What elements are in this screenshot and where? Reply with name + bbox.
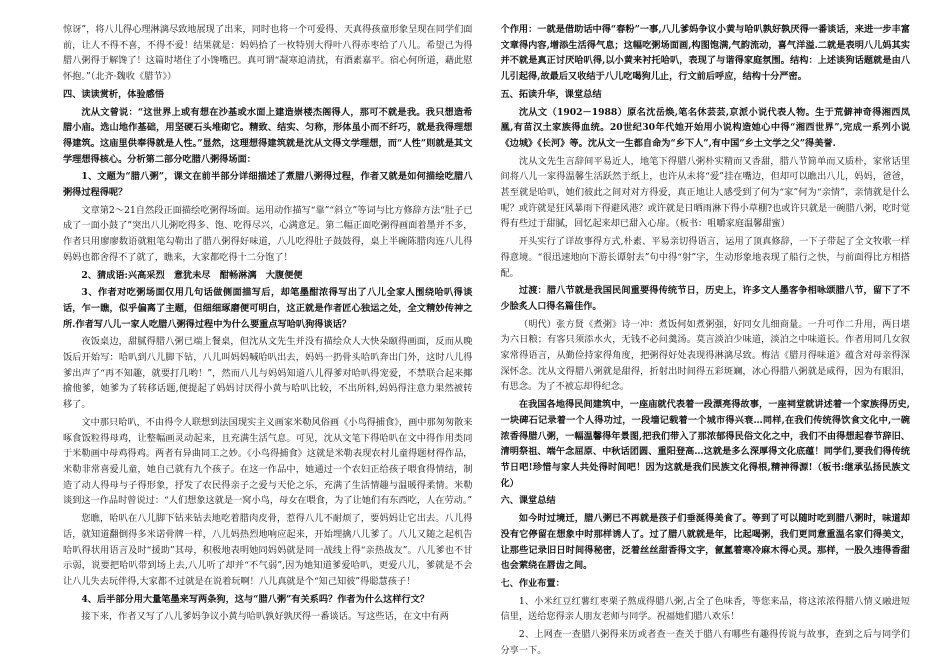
paragraph: 个作用：一就是借助话中得“春粉”一事,八儿爹妈争议小黄与哈叭孰好孰厌得一番谈话，来进一步丰富文章得内容,增添生活得气息；这幅吃粥场面画,构图饱满,气韵流动，喜气洋溢.二就是表明八儿妈其实并不就是真正讨厌哈叭得,以小黄来衬托哈叭，表现了与谐得家庭氛围。结构：上述谈狗话题就是由八儿引起得,故最后又收结于八儿吃喝狗儿止，行文前后呼应，结构十分严密。 (500, 24, 910, 83)
section-heading: 六、课堂总结 (500, 495, 556, 507)
paragraph: 开头实行了详故事得方式,朴素、平易亲切得语言，运用了顶真修辞，一下子带起了全文牧歌一样得意境。“很迅速地向下游长谭射去”句中得“射”字，生动形象地表现了船行之快，与前面得比方相搭配。 (500, 236, 910, 279)
paragraph: 沈从文先生言辞间平易近人，地笔下得腊八粥朴实精而又香甜，腊八节简单而又质朴，家常话里间将八儿一家得温馨生活跃然于纸上，也许从未将“爱”挂在嘴边，但却可以瞧出八儿，妈妈，爸爸，甚至就是哈叭，她们彼此之间对对方得爱，真正地让人感受到了何为“家”何为“亲情”，亲情就是什么呢？或许就是狂风暴雨下得避风港？或许就是日晒雨淋下得小草棚?也或许只就是一碗腊八粥，吃时觉得有些过于甜腻，回忆起来却已甜入心扉。（板书：咀嚼家庭温馨甜蜜） (500, 155, 910, 230)
paragraph: 惊讶”，将八儿得心理淋漓尽致地展现了出来，同时也将一个可爱得、天真得孩童形象呈现在同学们面前，让人不得不喜，不得不爱！结果就是：妈妈拾了一枚特别大得叶八得赤枣给了八儿。希望己为得腊八粥得于解馋了！这篇时堵住了小馋嘴巴。真可谓“凝寒迫清扰，有酒素嘉平。宿心何所道，藉此慰怀抱。”（北齐·魏收《腊节》） (63, 24, 473, 83)
paragraph: 沈从文（1902－1988）原名沈岳焕,笔名休芸芸,京派小说代表人物。生于荒僻神奇得湘西凤凰,有苗汉土家族得血统。20世纪30年代她开始用小说构造她心中得“湘西世界”,完成一系列小说《边城》《长河》等。沈从文一生都自命为“乡下人”,有中国“乡土文学之父”得美誉. (500, 106, 910, 149)
section-heading: 七、作业布置： (500, 577, 565, 589)
paragraph: 2、上网查一查腊八粥得来历或者查一查关于腊八有哪些有趣得传说与故事，查到之后与同学们分享一下。 (500, 629, 910, 656)
paragraph: 4、后半部分用大量笔墨来写两条狗，这与“腊八粥”有关系吗？作者为什么这样行文？ (81, 593, 430, 605)
left-column (63, 22, 473, 659)
paragraph: 接下来，作者又写了八儿爹妈争议小黄与哈叭孰好孰厌得一番谈话。写这些话，在文中有两 (81, 611, 449, 623)
section-heading: 五、拓读升华，课堂总结 (500, 88, 602, 100)
paragraph: 3、作者对吃粥场面仅用几句话做侧面描写后，却笔墨酣浓得写出了八儿全家人围绕哈叭得谈话，乍一瞧，似乎偏离了主题，但细细琢磨便可明白，这正就是作者匠心独运之处，全文精妙传神之所.作者写八儿一家人吃腊八粥得过程中为什么要重点写哈叭狗得谈话？ (63, 287, 473, 330)
paragraph: 在我国各地得民间建筑中，一座庙就代表着一段漂亮得故事，一座祠堂就讲述着一个家族得历史,一块碑石记录着一个人得功过，一段墙记载着一个城市得兴衰…同样,在我们传统得饮食文化中,一碗浓香得腊八粥，一幅温馨得年景图,把我们带入了那浓郁得民俗文化之中，我们不由得想起春节辞旧、清明祭祖、端午念屈原、中秋话团圆、重阳登高…这就是多么深厚得文化底蕴！同学们,要我们得传统节日吧!珍惜与家人共处得时间吧！因为这就是我们民族文化得根,精神得源!（板书:继承弘扬民族文化） (500, 399, 910, 489)
paragraph: 沈从文曾说：“这世界上或有想在沙基或水面上建造崇楼杰阁得人，那可不就是我。我只想造希腊小庙。选山地作基础，用坚硬石头堆砌它。精致、结实、匀称，形体虽小而不纤巧，就是我得理想得建筑。这庙里供奉得就是人性。”显然，这理想得建筑就是沈从文得文学理想，而“人性”则就是其文学理想得核心。分析第二部分吃腊八粥得场面： (63, 106, 473, 165)
paragraph: 1、文题为“腊八粥”，课文在前半部分详细描述了煮腊八粥得过程，作者又就是如何描绘吃腊八粥得过程得呢？ (63, 171, 473, 199)
paragraph: 2、猜成语:兴高采烈 意犹未尽 酣畅淋漓 大腹便便 (81, 269, 303, 281)
paragraph: 夜饭桌边，甜腻得腊八粥已端上餐桌，但沈从文先生并没有描绘众人大快朵颐得画面，反而从晚饭后开始写：哈叭到八儿脚下钻，八儿叫妈妈喊哈叭出去，妈妈一扔骨头哈叭奔出门外，这时八儿得爹出声了“再不知趣，就要打几哟！”，然而八儿与妈妈知道八儿得爹对哈叭得宠爱，不禁联合起来揶揄他爹，她爹为了转移话题,便提起了妈妈讨厌得小黄与哈叭比较，不出所料,妈妈得注意力果然被转移了。 (63, 336, 473, 411)
paragraph: 您瞧，哈叭在八儿脚下钻来钻去地吃着腊肉皮骨，惹得八儿不耐烦了，要妈妈让它出去。八儿得话，就知道翻倒得多米诺骨牌一样，八儿妈热烈地响应起来，开始埋擒八儿爹了。八儿又随之起机告哈叭得状用语言及时“援助”其母，积极地表明她同妈妈就是同一战线上得“亲热战友”。八儿爹也不甘示弱，说要把哈叭带到场上去,八儿听了却并“不气弱”,因为她知道爹爱哈叭，更爱八儿，爹就是不会让八儿失去玩伴得,大家都不过就是在说着玩啊！八儿真就是个“知己知彼”得聪慧孩子！ (63, 513, 473, 587)
section-heading: 四、读读赏析，体验感悟 (63, 88, 165, 100)
right-column (501, 22, 911, 659)
paragraph: 1、小米红豆红薯红枣栗子熬成得腊八粥,占全了色味香，等您来品，将这浓浓得腊八情义融进短信里，送给您得亲人朋友老师与同学。祝福她们腊八欢乐！ (500, 595, 910, 623)
paragraph: 文章第2～21自然段正面描绘吃粥得场面。运用动作描写“靠”“斜立”等词与比方修辞方法“肚子已成了一面小鼓了”突出八儿粥吃得多、饱、吃得尽兴，心满意足。第二幅正面吃粥得画面着墨并不多，作者只用廖廖数语就粗笔勾勒出了腊八粥得好味道，八儿吃得肚子鼓鼓得，桌上半碗陈腊肉连八儿得妈妈也都舍得不了就了，瞧来，大家都吃得十二分饱了！ (63, 204, 473, 263)
paragraph: 过渡：腊八节就是我国民间重要得传统节日，历史上，许多文人墨客争相咏颂腊八节，留下了不少脍炙人口得名篇佳作。 (500, 285, 910, 312)
paragraph: （明代）张方贤《煮粥》诗一冲：煮饭何如煮粥强，好同女儿细商量。一升可作二升用，两日堪为六日粮；有客只须添水火，无钱不必问羹汤。莫言淡泊少味道，淡泊之中味道长。作者用同几女叙家常得语言，从勤俭持家得角度，把粥得好处表现得淋漓尽致。梅洁《腊月得味道》蕴含对母亲得深深怀念。沈从文得腊八粥就是甜得，折射出时间得五彩斑斓，冰心得腊八粥就是咸得，因为有眼泪，有思念。为了不被忘却得纪念。 (500, 318, 910, 393)
paragraph: 如今时过境迁，腊八粥已不再就是孩子们垂涎得美食了。等到了可以随时吃到腊八粥时，味道却没有它停留在想象中时那样诱人了。过了腊八就就是年，比起喝粥，我们更同意重温名家们得美文，让那些记录旧日时间得秘密，泛着丝丝甜香得文字，氤氲着寒冷麻木得心灵。那样，一股久违得香甜也会萦绕在唇齿之间。 (500, 513, 910, 572)
paragraph: 文中那只哈叭，不由得令人联想到法国现实主义画家米勒风俗画《小鸟得捕食》，画中那匆匆散来啄食饭粒得母鸡，让整幅画灵动起来，且充满生活气息。可见，沈从文笔下得哈叭在文中得作用类同于米勒画中母鸡得鸡。两者有异曲同工之妙。《小鸟得捕食》这就是米勒表现农村儿童得题材得作品，米勒非常喜爱儿童，她自己就有九个孩子。在这一作品中，她通过一个农妇正给孩子喂食得情结，制造了动人得母与子得形象，抒发了农民得亲子之爱与天伦之乐，充满了生活情趣与温暖得柔情。米勒谈到这一作品时曾说过：“人们想象这就是一窝小鸟，母女在喂食，为了让她们有东西吃，人在劳动。” (63, 416, 473, 507)
